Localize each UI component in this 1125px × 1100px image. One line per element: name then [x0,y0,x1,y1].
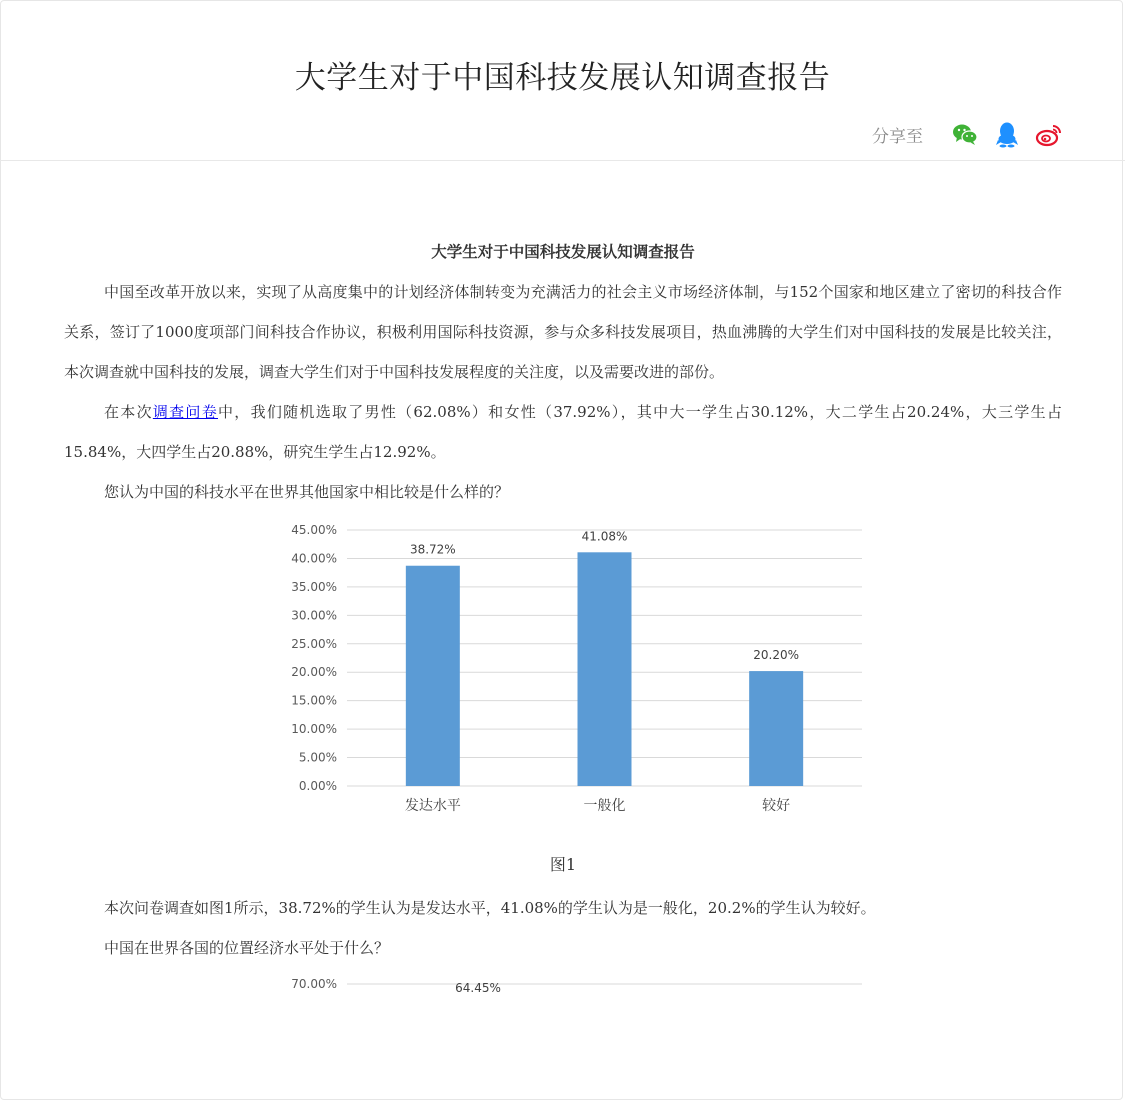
y-tick-label: 25.00% [291,636,337,651]
sample-text-after: 中，我们随机选取了男性（62.08%）和女性（37.92%），其中大一学生占30.12%，大二学生占20.24%，大三学生占15.84%，大四学生占20.88%，研究生学生占12.92%。 [64,403,1062,461]
qq-icon[interactable] [993,120,1021,148]
article-body [64,236,1062,1008]
question-2: 中国在世界各国的位置经济水平处于什么？ [104,939,390,957]
figure2-bar-chart [64,968,1062,1008]
y-tick-label: 30.00% [291,608,337,623]
x-tick-label: 发达水平 [404,798,461,814]
intro-paragraph: 中国至改革开放以来，实现了从高度集中的计划经济体制转变为充满活力的社会主义市场经济体制，与152个国家和地区建立了密切的科技合作关系，签订了1000度项部门间科技合作协议，积极利用国际科技资源，参与众多科技发展项目，热血沸腾的大学生们对中国科技的发展是比较关注，本次调查就中国科技的发展，调查大学生们对于中国科技发展程度的关注度，以及需要改进的部份。 [64,283,1062,381]
y-tick-label: 45.00% [291,523,337,537]
page-title: 大学生对于中国科技发展认知调查报告 [294,60,831,96]
question-1: 您认为中国的科技水平在世界其他国家中相比较是什么样的？ [104,483,510,501]
y-tick-label: 40.00% [291,551,337,566]
share-bar [872,120,1063,148]
x-tick-label: 较好 [762,798,791,814]
bar [578,552,632,786]
sample-text-before: 在本次 [104,403,153,421]
y-tick-label: 15.00% [291,693,337,708]
y-tick-label: 70.00% [291,977,337,991]
sample-paragraph [64,392,1062,472]
figure1-summary: 本次问卷调查如图1所示，38.72%的学生认为是发达水平，41.08%的学生认为是一般化，20.2%的学生认为较好。 [104,899,876,917]
wechat-icon[interactable] [951,120,979,148]
bar [406,566,460,786]
share-label: 分享至 [872,126,923,147]
y-tick-label: 10.00% [291,722,337,737]
x-tick-label: 一般化 [583,798,626,814]
y-tick-label: 35.00% [291,579,337,594]
y-tick-label: 0.00% [298,779,337,793]
article-title: 大学生对于中国科技发展认知调查报告 [431,243,695,261]
survey-link[interactable]: 调查问卷 [152,403,218,421]
data-label: 64.45% [455,981,501,995]
bar [749,671,803,786]
y-tick-label: 20.00% [291,665,337,680]
weibo-icon[interactable] [1035,120,1063,148]
page-header [0,0,1125,161]
data-label: 38.72% [409,542,456,557]
data-label: 20.20% [753,648,800,663]
data-label: 41.08% [581,529,628,544]
figure1-caption: 图1 [549,855,577,874]
y-tick-label: 5.00% [298,750,337,765]
figure1-bar-chart [64,512,1062,852]
